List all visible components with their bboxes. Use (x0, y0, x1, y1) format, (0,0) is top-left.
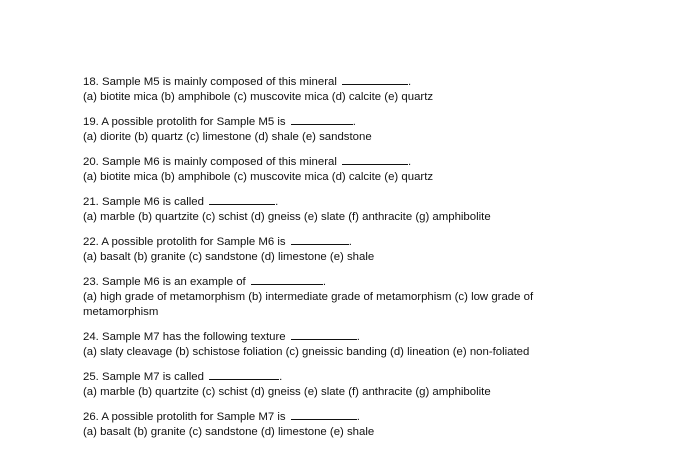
question-24 (83, 328, 603, 360)
period: . (352, 116, 356, 128)
question-prompt: 25. Sample M7 is called (83, 371, 204, 383)
answer-options: (a) basalt (b) granite (c) sandstone (d) limestone (e) shale (83, 426, 375, 438)
answer-options: (a) biotite mica (b) amphibole (c) muscovite mica (d) calcite (e) quartz (83, 171, 434, 183)
answer-blank[interactable] (291, 328, 357, 340)
answer-blank[interactable] (291, 113, 353, 125)
period: . (322, 276, 327, 288)
question-23 (83, 273, 603, 320)
question-prompt: 21. Sample M6 is called (83, 196, 204, 208)
period: . (408, 76, 412, 88)
answer-options: (a) slaty cleavage (b) schistose foliation (c) gneissic banding (d) lineation (e) non-foliated (83, 346, 530, 358)
question-prompt: 26. A possible protolith for Sample M7 is (83, 411, 286, 423)
question-prompt: 19. A possible protolith for Sample M5 is (83, 116, 286, 128)
answer-blank[interactable] (209, 193, 275, 205)
question-22 (83, 233, 603, 265)
question-25 (83, 368, 603, 400)
answer-blank[interactable] (291, 408, 357, 420)
answer-blank[interactable] (209, 368, 279, 380)
question-26 (83, 408, 603, 440)
answer-options: (a) marble (b) quartzite (c) schist (d) gneiss (e) slate (f) anthracite (g) amphibolite (83, 386, 491, 398)
period: . (279, 371, 283, 383)
question-prompt: 18. Sample M5 is mainly composed of this mineral (83, 76, 337, 88)
question-prompt: 24. Sample M7 has the following texture (83, 331, 286, 343)
answer-options: (a) marble (b) quartzite (c) schist (d) gneiss (e) slate (f) anthracite (g) amphibolite (83, 211, 491, 223)
answer-blank[interactable] (291, 233, 349, 245)
period: . (348, 236, 352, 248)
question-19 (83, 113, 603, 145)
period: . (356, 411, 360, 423)
question-prompt: 20. Sample M6 is mainly composed of this mineral (83, 156, 337, 168)
answer-options: (a) diorite (b) quartz (c) limestone (d) shale (e) sandstone (83, 131, 372, 143)
question-18 (83, 73, 603, 105)
answer-options: (a) high grade of metamorphism (b) intermediate grade of metamorphism (c) low grade of metamorphism (83, 291, 534, 318)
answer-blank[interactable] (342, 73, 408, 85)
answer-blank[interactable] (342, 153, 408, 165)
question-list (83, 73, 603, 448)
period: . (356, 331, 360, 343)
question-prompt: 22. A possible protolith for Sample M6 is (83, 236, 286, 248)
period: . (408, 156, 412, 168)
period: . (275, 196, 279, 208)
answer-options: (a) biotite mica (b) amphibole (c) muscovite mica (d) calcite (e) quartz (83, 91, 434, 103)
question-20 (83, 153, 603, 185)
question-prompt: 23. Sample M6 is an example of (83, 276, 246, 288)
answer-options: (a) basalt (b) granite (c) sandstone (d) limestone (e) shale (83, 251, 375, 263)
question-21 (83, 193, 603, 225)
answer-blank[interactable] (251, 273, 323, 285)
